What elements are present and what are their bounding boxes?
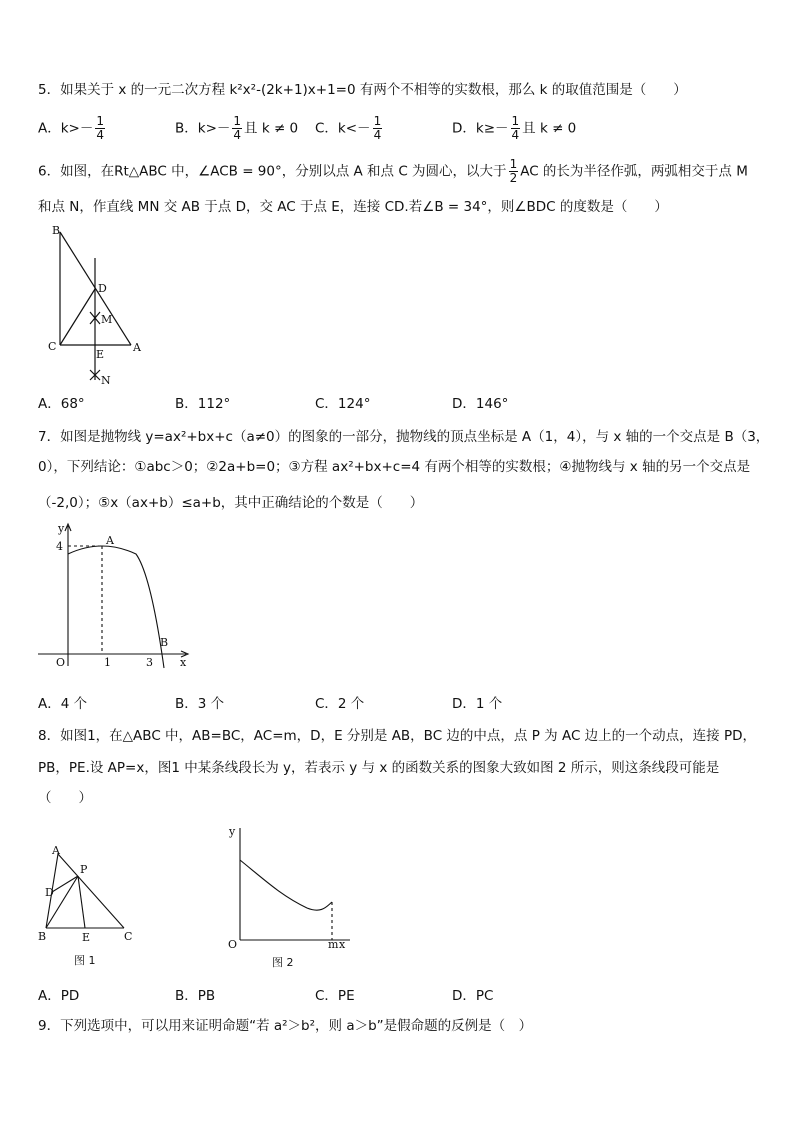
q5-option-c: C．k<－ $\frac{1}{4}$: [315, 114, 382, 142]
q7-label-a: A: [106, 534, 114, 547]
q7-option-d: D．1 个: [452, 696, 503, 712]
q7-option-c: C．2 个: [315, 696, 365, 712]
q6-label-n: N: [101, 374, 111, 387]
q8-figure-2: [222, 822, 357, 970]
q9-stem: 9．下列选项中，可以用来证明命题“若 a²＞b²，则 a＞b”是假命题的反例是（ ）: [38, 1018, 533, 1034]
q6-option-d: D．146°: [452, 396, 509, 412]
q8-fig1-label-b: B: [38, 930, 47, 943]
q5-option-a: A．k>－ $\frac{1}{4}$: [38, 114, 105, 142]
q8-fig1-label-c: C: [124, 930, 133, 943]
q8-fig1-caption: 图 1: [74, 954, 96, 967]
q8-stem-line3: （ ）: [38, 790, 92, 806]
q8-fig2-label-x: x: [339, 938, 346, 951]
q8-fig2-label-y: y: [229, 825, 236, 838]
q7-stem-line1: 7．如图是抛物线 y=ax²+bx+c（a≠0）的图象的一部分，抛物线的顶点坐标是 A（1，4），与 x 轴的一个交点是 B（3，: [38, 429, 770, 445]
q6-label-e: E: [96, 348, 105, 361]
q8-segment-pd: [52, 876, 78, 892]
q8-fig2-curve: [240, 860, 332, 910]
q6-label-b: B: [52, 224, 61, 237]
q7-label-x: x: [180, 656, 187, 669]
q5-stem: 5．如果关于 x 的一元二次方程 k²x²-(2k+1)x+1=0 有两个不相等的实数根，那么 k 的取值范围是（ ）: [38, 82, 687, 98]
q6-label-a: A: [133, 341, 141, 354]
q7-label-4: 4: [56, 540, 63, 553]
q6-option-a: A．68°: [38, 396, 85, 412]
q8-segment-pb: [46, 876, 78, 928]
q8-option-a: A．PD: [38, 988, 80, 1004]
q6-option-c: C．124°: [315, 396, 371, 412]
q5-option-d: D．k≥－ $\frac{1}{4}$ 且 k ≠ 0: [452, 114, 577, 142]
q7-label-o: O: [56, 656, 66, 669]
q6-label-c: C: [48, 340, 57, 353]
q6-stem-line2: 和点 N，作直线 MN 交 AB 于点 D，交 AC 于点 E，连接 CD.若∠B = 34°，则∠BDC 的度数是（ ）: [38, 199, 668, 215]
q7-parabola: [68, 546, 164, 668]
q6-stem-line1: 6．如图，在Rt△ABC 中，∠ACB = 90°，分别以点 A 和点 C 为圆心，以大于 $\frac{1}{2}$ AC 的长为半径作弧，两弧相交于点 M: [38, 157, 748, 185]
q7-option-a: A．4 个: [38, 696, 88, 712]
q8-option-d: D．PC: [452, 988, 494, 1004]
q8-stem-line1: 8．如图1，在△ABC 中，AB=BC，AC=m，D，E 分别是 AB，BC 边的中点，点 P 为 AC 边上的一个动点，连接 PD，: [38, 728, 756, 744]
q8-fig2-label-o: O: [228, 938, 238, 951]
q8-fig1-label-d: D: [45, 886, 54, 899]
q6-option-b: B．112°: [175, 396, 231, 412]
q8-figure-1: [34, 840, 144, 970]
q7-graph: [36, 520, 196, 670]
q7-stem-line2: 0），下列结论：①abc＞0；②2a+b=0；③方程 ax²+bx+c=4 有两个相等的实数根；④抛物线与 x 轴的另一个交点是: [38, 459, 751, 475]
q7-label-y: y: [58, 522, 65, 535]
q8-side-ac: [58, 854, 124, 928]
q8-fig2-caption: 图 2: [272, 956, 294, 969]
q8-option-c: C．PE: [315, 988, 355, 1004]
q8-stem-line2: PB，PE.设 AP=x，图1 中某条线段长为 y，若表示 y 与 x 的函数关系的图象大致如图 2 所示，则这条线段可能是: [38, 760, 720, 776]
q7-label-b: B: [160, 636, 169, 649]
q6-label-d: D: [98, 282, 107, 295]
q6-label-m: M: [101, 313, 113, 326]
q5-option-b: B．k>－ $\frac{1}{4}$ 且 k ≠ 0: [175, 114, 299, 142]
q8-fig1-label-p: P: [80, 863, 88, 876]
q8-option-b: B．PB: [175, 988, 216, 1004]
q7-label-1: 1: [104, 656, 111, 669]
q8-fig1-label-e: E: [82, 931, 91, 944]
q6-segment-cd: [60, 289, 95, 345]
q8-fig1-label-a: A: [52, 844, 60, 857]
q6-figure: [40, 222, 160, 388]
q8-fig2-label-m: m: [328, 938, 339, 951]
q7-stem-line3: （-2,0）；⑤x（ax+b）≤a+b，其中正确结论的个数是（ ）: [38, 495, 424, 511]
q7-label-3: 3: [146, 656, 153, 669]
q7-option-b: B．3 个: [175, 696, 225, 712]
